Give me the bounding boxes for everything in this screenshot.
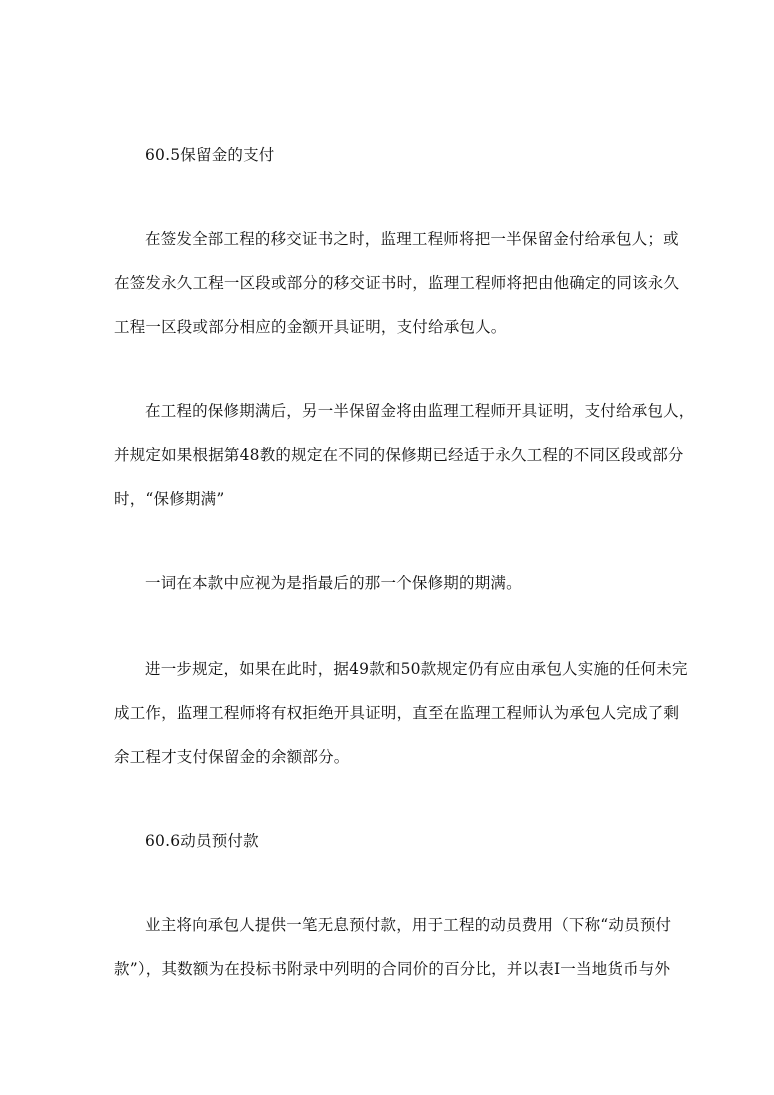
- section-heading-60-6: 60.6动员预付款: [145, 832, 259, 850]
- section-heading-60-5: 60.5保留金的支付: [145, 146, 275, 164]
- paragraph-line: 时，“保修期满”: [114, 490, 225, 508]
- paragraph-line: 在签发全部工程的移交证书之时，监理工程师将把一半保留金付给承包人；或: [145, 230, 679, 248]
- paragraph-line: 成工作，监理工程师将有权拒绝开具证明，直至在监理工程师认为承包人完成了剩: [114, 704, 680, 722]
- paragraph-line: 业主将向承包人提供一笔无息预付款，用于工程的动员费用（下称“动员预付: [145, 916, 672, 934]
- paragraph-line: 一词在本款中应视为是指最后的那一个保修期的期满。: [145, 574, 522, 592]
- paragraph-line: 在签发永久工程一区段或部分的移交证书时，监理工程师将把由他确定的同该永久: [114, 274, 680, 292]
- paragraph-line: 并规定如果根据第48教的规定在不同的保修期已经适于永久工程的不同区段或部分: [114, 446, 684, 464]
- paragraph-line: 在工程的保修期满后，另一半保留金将由监理工程师开具证明，支付给承包人，: [145, 402, 695, 420]
- paragraph-line: 进一步规定，如果在此时，据49款和50款规定仍有应由承包人实施的任何未完: [145, 660, 688, 678]
- paragraph-line: 款”），其数额为在投标书附录中列明的合同价的百分比，并以表I一当地货币与外: [114, 960, 671, 978]
- paragraph-line: 余工程才支付保留金的余额部分。: [114, 748, 350, 766]
- paragraph-line: 工程一区段或部分相应的金额开具证明，支付给承包人。: [114, 318, 507, 336]
